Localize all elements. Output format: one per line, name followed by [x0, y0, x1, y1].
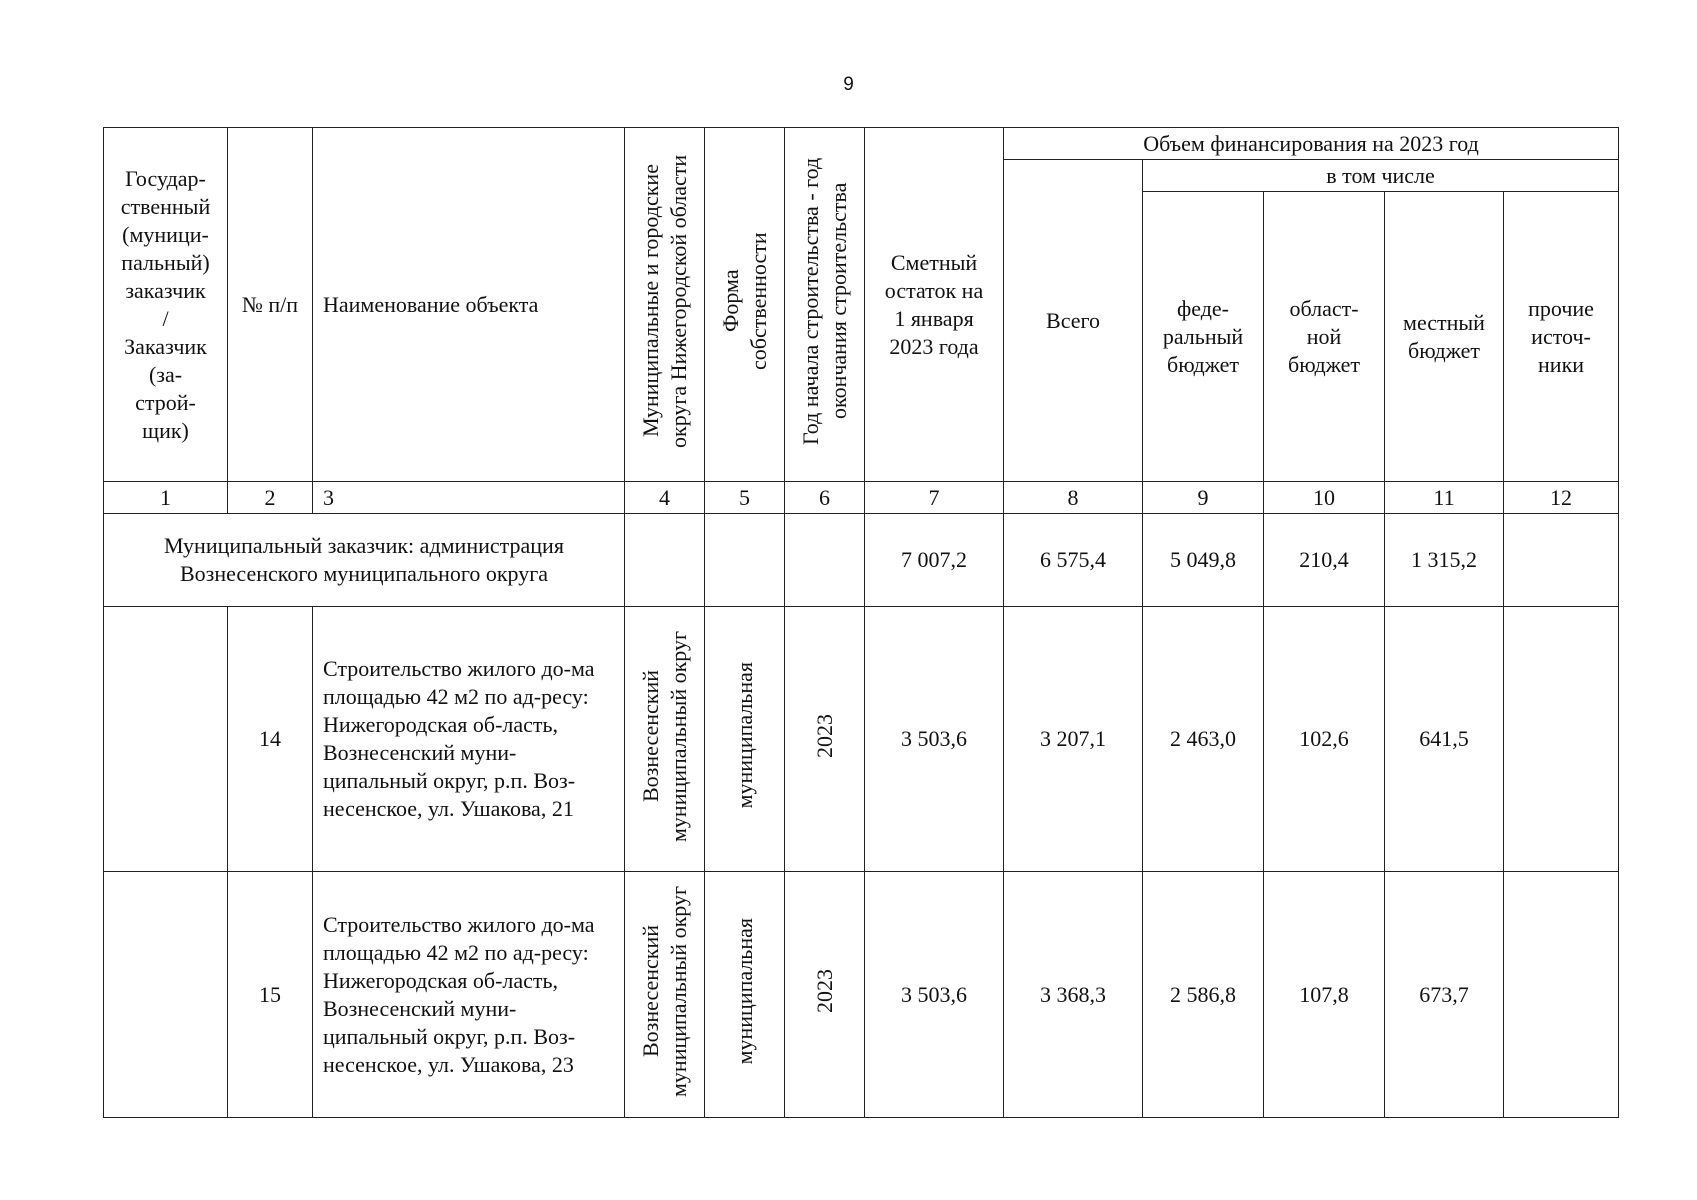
row-other — [1504, 607, 1619, 872]
summary-label: Муниципальный заказчик: администрация Вознесенского муниципального округа — [104, 514, 625, 607]
header-remainder — [865, 128, 1004, 482]
row-regional: 102,6 — [1264, 607, 1385, 872]
row-years — [785, 607, 865, 872]
header-remainder-text: Сметный остаток на 1 января 2023 года — [884, 249, 984, 359]
header-num: № п/п — [228, 128, 313, 482]
header-ownership — [705, 128, 785, 482]
row-ownership — [705, 607, 785, 872]
header-other — [1504, 192, 1619, 482]
summary-regional: 210,4 — [1264, 514, 1385, 607]
row-name: Строительство жилого до-ма площадью 42 м2 по ад-ресу: Нижегородская об-ласть, Вознесенский муни-ципальный округ, р.п. Воз-несенское, ул. Ушакова, 23 — [313, 872, 625, 1118]
summary-other — [1504, 514, 1619, 607]
row-ownership — [705, 872, 785, 1118]
header-years — [785, 128, 865, 482]
summary-empty — [785, 514, 865, 607]
row-customer — [104, 872, 228, 1118]
header-other-text: прочие источ- ники — [1528, 295, 1594, 377]
header-financing: Объем финансирования на 2023 год — [1004, 128, 1619, 160]
header-local-text: местный бюджет — [1403, 309, 1485, 363]
row-name: Строительство жилого до-ма площадью 42 м2 по ад-ресу: Нижегородская об-ласть, Вознесенский муни-ципальный округ, р.п. Воз-несенское, ул. Ушакова, 21 — [313, 607, 625, 872]
header-including: в том числе — [1143, 160, 1619, 192]
row-regional: 107,8 — [1264, 872, 1385, 1118]
column-numbers-row — [104, 482, 1619, 514]
header-federal — [1143, 192, 1264, 482]
row-federal: 2 586,8 — [1143, 872, 1264, 1118]
table-row — [104, 872, 1619, 1118]
header-municipal-text: Муниципальные и городские округа Нижегородской области — [637, 154, 691, 448]
row-ownership-text: муниципальная — [731, 917, 757, 1065]
col-number: 9 — [1143, 482, 1264, 514]
col-number: 2 — [228, 482, 313, 514]
col-number: 3 — [313, 482, 625, 514]
row-federal: 2 463,0 — [1143, 607, 1264, 872]
col-number: 7 — [865, 482, 1004, 514]
header-customer-text: Государ- ственный (муници- пальный) заказчик / Заказчик (за- строй- щик) — [120, 165, 211, 443]
summary-federal: 5 049,8 — [1143, 514, 1264, 607]
col-number: 8 — [1004, 482, 1143, 514]
header-customer — [104, 128, 228, 482]
row-remainder: 3 503,6 — [865, 607, 1004, 872]
header-total: Всего — [1004, 160, 1143, 482]
header-row-1 — [104, 128, 1619, 160]
summary-empty — [705, 514, 785, 607]
row-customer — [104, 607, 228, 872]
header-federal-text: феде- ральный бюджет — [1162, 295, 1244, 377]
col-number: 5 — [705, 482, 785, 514]
row-years-text: 2023 — [811, 969, 837, 1013]
row-remainder: 3 503,6 — [865, 872, 1004, 1118]
page-number: 9 — [843, 74, 854, 95]
col-number: 11 — [1385, 482, 1504, 514]
header-municipal — [625, 128, 705, 482]
row-municipal — [625, 607, 705, 872]
row-num: 14 — [228, 607, 313, 872]
header-years-text: Год начала строительства - год окончания строительства — [797, 157, 851, 445]
table-row — [104, 607, 1619, 872]
financing-table — [103, 127, 1619, 1118]
col-number: 10 — [1264, 482, 1385, 514]
header-regional — [1264, 192, 1385, 482]
col-number: 6 — [785, 482, 865, 514]
summary-row — [104, 514, 1619, 607]
row-years — [785, 872, 865, 1118]
row-total: 3 368,3 — [1004, 872, 1143, 1118]
row-other — [1504, 872, 1619, 1118]
row-municipal-text: Вознесенский муниципальный округ — [637, 630, 691, 842]
col-number: 4 — [625, 482, 705, 514]
col-number: 12 — [1504, 482, 1619, 514]
summary-empty — [625, 514, 705, 607]
header-local — [1385, 192, 1504, 482]
row-local: 641,5 — [1385, 607, 1504, 872]
header-regional-text: област- ной бюджет — [1288, 295, 1360, 377]
col-number: 1 — [104, 482, 228, 514]
summary-local: 1 315,2 — [1385, 514, 1504, 607]
row-municipal — [625, 872, 705, 1118]
header-name: Наименование объекта — [313, 128, 625, 482]
summary-total: 6 575,4 — [1004, 514, 1143, 607]
row-municipal-text: Вознесенский муниципальный округ — [637, 885, 691, 1097]
row-local: 673,7 — [1385, 872, 1504, 1118]
row-total: 3 207,1 — [1004, 607, 1143, 872]
summary-remainder: 7 007,2 — [865, 514, 1004, 607]
row-ownership-text: муниципальная — [731, 662, 757, 809]
row-num: 15 — [228, 872, 313, 1118]
header-ownership-text: Форма собственности — [717, 232, 771, 370]
row-years-text: 2023 — [811, 713, 837, 758]
